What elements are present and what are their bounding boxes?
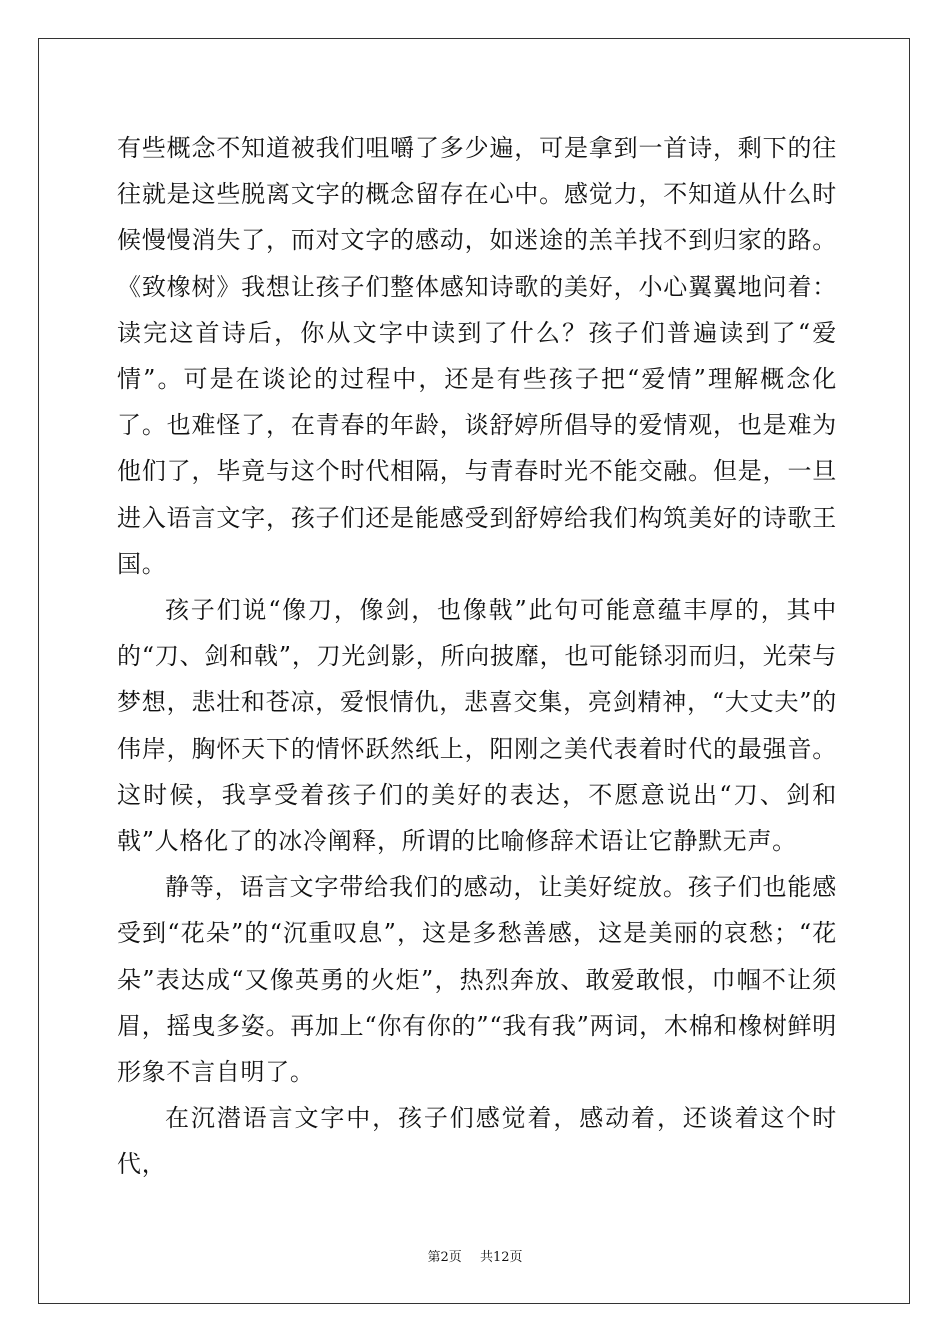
page-number: 第2页 [427, 1250, 462, 1265]
paragraph-1: 有些概念不知道被我们咀嚼了多少遍，可是拿到一首诗，剩下的往往就是这些脱离文字的概念留存在心中。感觉力，不知道从什么时候慢慢消失了，而对文字的感动，如迷途的羔羊找不到归家的路。《致橡树》我想让孩子们整体感知诗歌的美好，小心翼翼地问着：读完这首诗后，你从文字中读到了什么？孩子们普遍读到了“爱情”。可是在谈论的过程中，还是有些孩子把“爱情”理解概念化了。也难怪了，在青春的年龄，谈舒婷所倡导的爱情观，也是难为他们了，毕竟与这个时代相隔，与青春时光不能交融。但是，一旦进入语言文字，孩子们还是能感受到舒婷给我们构筑美好的诗歌王国。 [117, 134, 837, 578]
page-total: 共12页 [479, 1250, 523, 1265]
page-footer [0, 1246, 950, 1265]
paragraph-2: 孩子们说“像刀，像剑，也像戟”此句可能意蕴丰厚的，其中的“刀、剑和戟”，刀光剑影，所向披靡，也可能铩羽而归，光荣与梦想，悲壮和苍凉，爱恨情仇，悲喜交集，亮剑精神，“大丈夫”的伟岸，胸怀天下的情怀跃然纸上，阳刚之美代表着时代的最强音。这时候，我享受着孩子们的美好的表达，不愿意说出“刀、剑和戟”人格化了的冰冷阐释，所谓的比喻修辞术语让它静默无声。 [117, 596, 837, 856]
paragraph-3: 静等，语言文字带给我们的感动，让美好绽放。孩子们也能感受到“花朵”的“沉重叹息”，这是多愁善感，这是美丽的哀愁；“花朵”表达成“又像英勇的火炬”，热烈奔放、敢爱敢恨，巾帼不让须眉，摇曳多姿。再加上“你有你的”“我有我”两词，木棉和橡树鲜明形象不言自明了。 [117, 873, 837, 1087]
paragraph-4: 在沉潜语言文字中，孩子们感觉着，感动着，还谈着这个时代， [117, 1104, 837, 1179]
document-body [117, 125, 837, 1188]
